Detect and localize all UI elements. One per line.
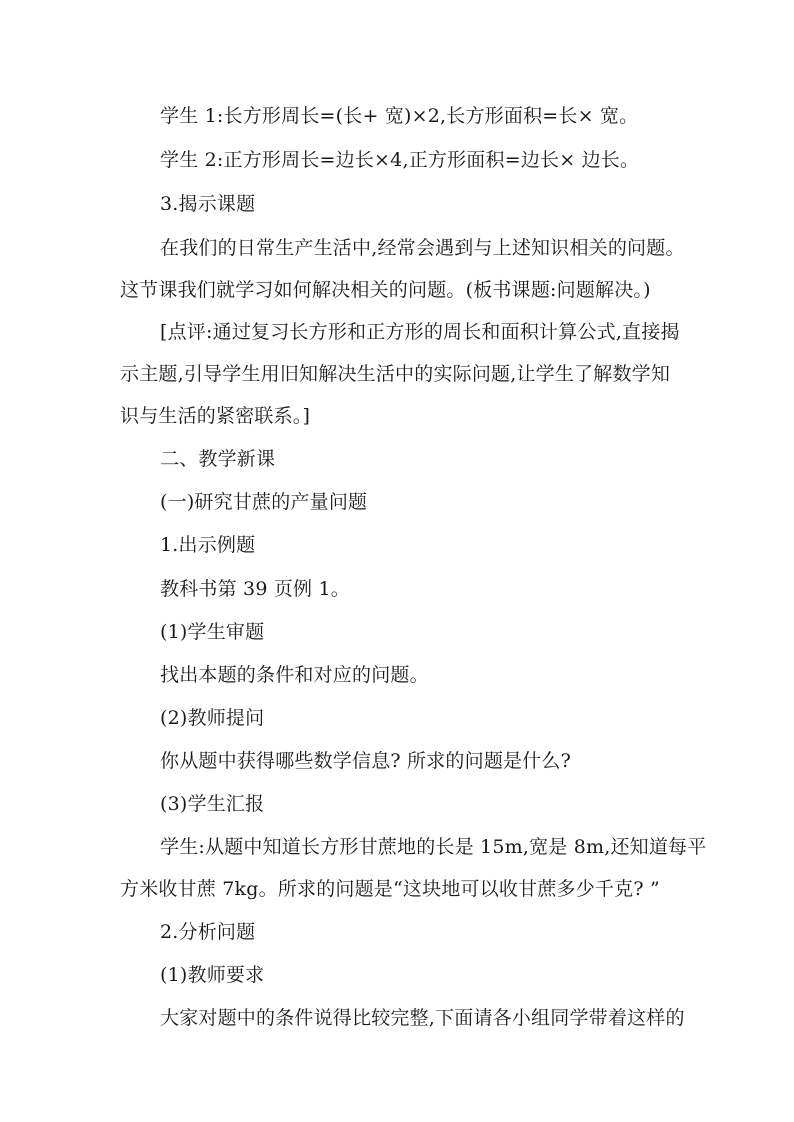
paragraph-line: 大家对题中的条件说得比较完整,下面请各小组同学带着这样的 (160, 1007, 685, 1029)
comment-line: [点评:通过复习长方形和正方形的周长和面积计算公式,直接揭 (160, 321, 680, 343)
paragraph-line: 这节课我们就学习如何解决相关的问题。(板书课题:问题解决。) (120, 279, 651, 301)
comment-line: 示主题,引导学生用旧知解决生活中的实际问题,让学生了解数学知 (120, 363, 671, 385)
section-heading-3: 3.揭示课题 (160, 193, 256, 215)
paragraph-line: 教科书第 39 页例 1。 (160, 578, 350, 600)
paragraph-line: 找出本题的条件和对应的问题。 (160, 664, 429, 686)
paragraph-line: 学生:从题中知道长方形甘蔗地的长是 15m,宽是 8m,还知道每平 (160, 836, 707, 858)
student-1-rectangle-formula: 学生 1:长方形周长=(长+ 宽)×2,长方形面积=长× 宽。 (160, 105, 639, 127)
step-heading-2: 2.分析问题 (160, 921, 256, 943)
step-subheading: (3)学生汇报 (160, 793, 265, 815)
paragraph-line: 方米收甘蔗 7kg。所求的问题是“这块地可以收甘蔗多少千克? ” (120, 878, 660, 900)
step-subheading: (2)教师提问 (160, 707, 265, 729)
step-subheading: (1)教师要求 (160, 964, 265, 986)
step-heading-1: 1.出示例题 (160, 534, 256, 556)
subsection-heading: (一)研究甘蔗的产量问题 (160, 491, 368, 513)
paragraph-line: 你从题中获得哪些数学信息? 所求的问题是什么? (160, 750, 572, 772)
student-2-square-formula: 学生 2:正方形周长=边长×4,正方形面积=边长× 边长。 (160, 149, 640, 171)
step-subheading: (1)学生审题 (160, 621, 265, 643)
comment-line: 识与生活的紧密联系。] (120, 405, 311, 427)
section-heading-2: 二、教学新课 (160, 448, 276, 470)
paragraph-line: 在我们的日常生产生活中,经常会遇到与上述知识相关的问题。 (160, 237, 685, 259)
